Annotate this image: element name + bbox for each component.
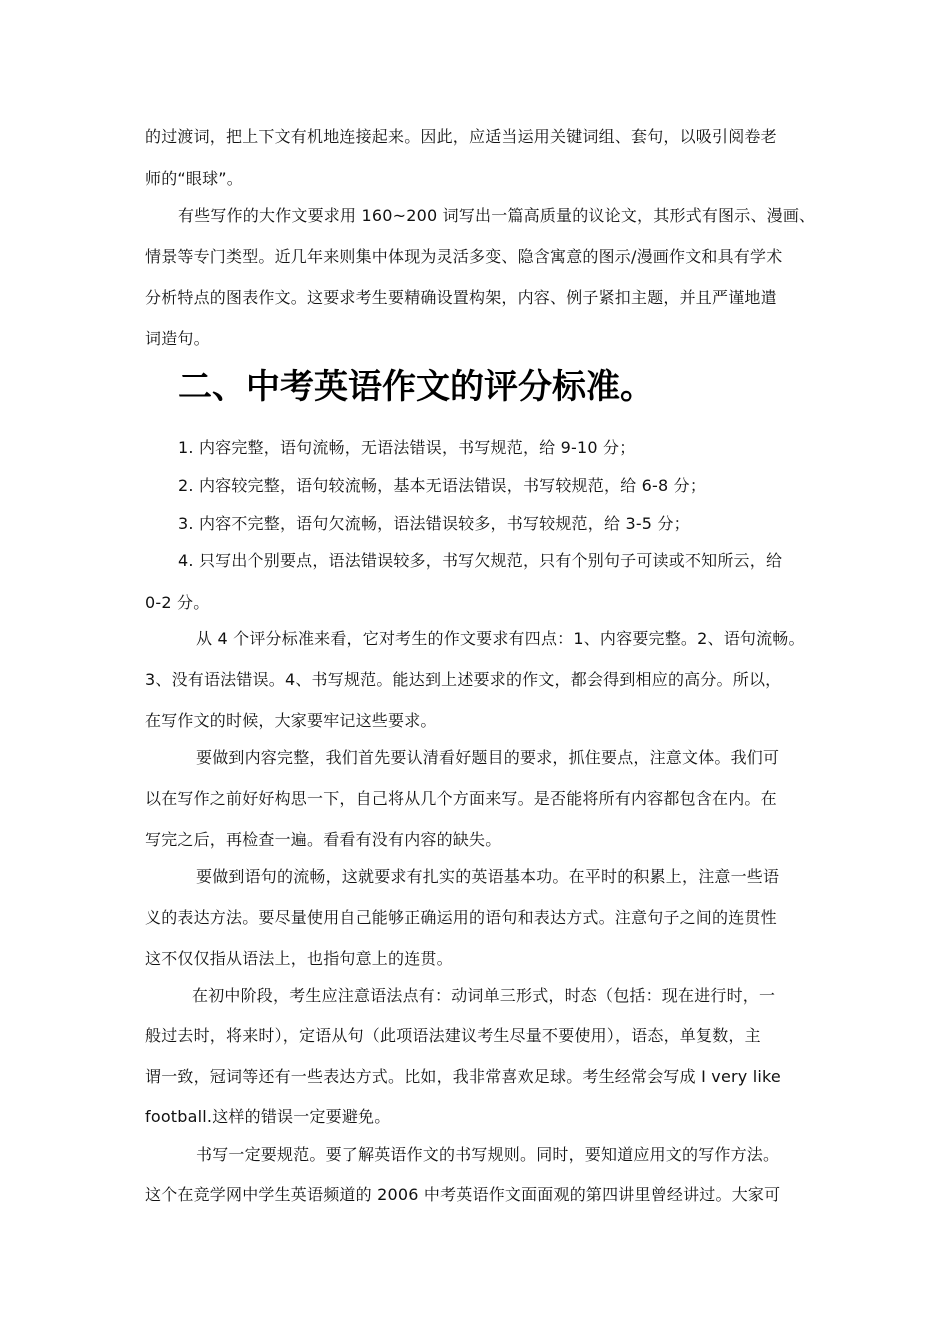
body-line: 在初中阶段，考生应注意语法点有：动词单三形式，时态（包括：现在进行时，一: [192, 986, 776, 1005]
body-line: 从 4 个评分标准来看，它对考生的作文要求有四点：1、内容要完整。2、语句流畅。: [196, 629, 805, 648]
body-line: 谓一致，冠词等还有一些表达方式。比如，我非常喜欢足球。考生经常会写成 I very like: [145, 1067, 781, 1086]
body-line: 义的表达方法。要尽量使用自己能够正确运用的语句和表达方式。注意句子之间的连贯性: [145, 908, 777, 927]
body-line: 这不仅仅指从语法上，也指句意上的连贯。: [145, 949, 453, 968]
criteria-item: 0-2 分。: [145, 593, 210, 612]
paragraph-line: 情景等专门类型。近几年来则集中体现为灵活多变、隐含寓意的图示/漫画作文和具有学术: [145, 247, 783, 266]
body-line: 3、没有语法错误。4、书写规范。能达到上述要求的作文，都会得到相应的高分。所以，: [145, 670, 782, 689]
criteria-item: 4. 只写出个别要点，语法错误较多，书写欠规范，只有个别句子可读或不知所云，给: [178, 551, 783, 570]
body-line: 写完之后，再检查一遍。看看有没有内容的缺失。: [145, 830, 502, 849]
body-line: 以在写作之前好好构思一下，自己将从几个方面来写。是否能将所有内容都包含在内。在: [145, 789, 777, 808]
criteria-item: 1. 内容完整，语句流畅，无语法错误，书写规范，给 9-10 分；: [178, 438, 636, 457]
paragraph-line: 有些写作的大作文要求用 160~200 词写出一篇高质量的议论文，其形式有图示、漫画、: [178, 206, 816, 225]
criteria-item: 3. 内容不完整，语句欠流畅，语法错误较多，书写较规范，给 3-5 分；: [178, 514, 690, 533]
body-line: 在写作文的时候，大家要牢记这些要求。: [145, 711, 437, 730]
body-line: 般过去时，将来时），定语从句（此项语法建议考生尽量不要使用），语态，单复数，主: [145, 1026, 761, 1045]
criteria-item: 2. 内容较完整，语句较流畅，基本无语法错误，书写较规范，给 6-8 分；: [178, 476, 707, 495]
body-line: football.这样的错误一定要避免。: [145, 1107, 391, 1126]
paragraph-line: 师的“眼球”。: [145, 169, 243, 188]
body-line: 这个在竞学网中学生英语频道的 2006 中考英语作文面面观的第四讲里曾经讲过。大家可: [145, 1185, 781, 1204]
body-line: 要做到内容完整，我们首先要认清看好题目的要求，抓住要点，注意文体。我们可: [196, 748, 780, 767]
paragraph-line: 词造句。: [145, 329, 210, 348]
paragraph-line: 分析特点的图表作文。这要求考生要精确设置构架，内容、例子紧扣主题，并且严谨地遣: [145, 288, 777, 307]
paragraph-line: 的过渡词，把上下文有机地连接起来。因此，应适当运用关键词组、套句，以吸引阅卷老: [145, 127, 777, 146]
body-line: 要做到语句的流畅，这就要求有扎实的英语基本功。在平时的积累上，注意一些语: [196, 867, 780, 886]
section-heading: 二、中考英语作文的评分标准。: [178, 367, 654, 407]
body-line: 书写一定要规范。要了解英语作文的书写规则。同时，要知道应用文的写作方法。: [196, 1145, 780, 1164]
